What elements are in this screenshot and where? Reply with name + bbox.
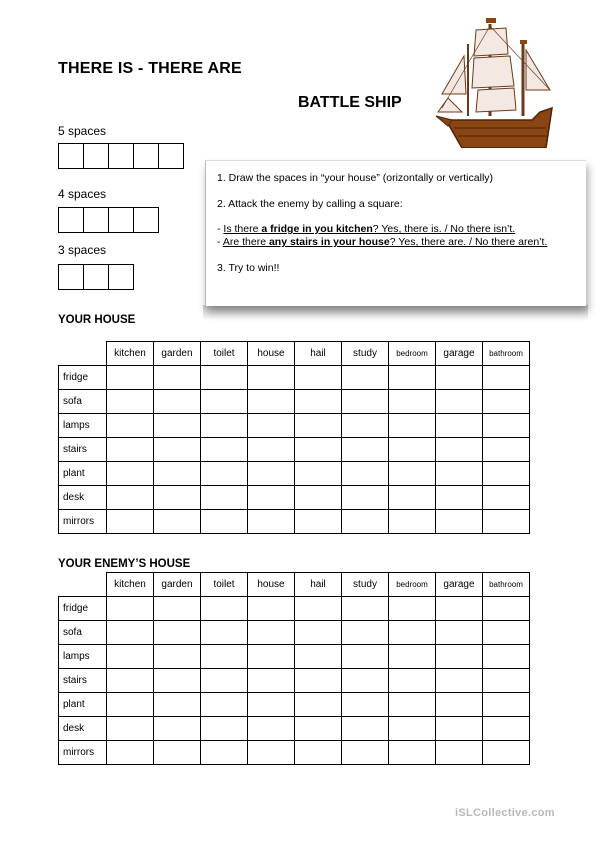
grid-cell[interactable] — [389, 462, 436, 486]
grid-cell[interactable] — [201, 486, 248, 510]
grid-cell[interactable] — [107, 462, 154, 486]
enemy-house-grid — [58, 572, 530, 765]
grid-cell[interactable] — [107, 717, 154, 741]
grid-cell[interactable] — [154, 438, 201, 462]
column-header: garden — [154, 573, 201, 597]
column-header: garage — [436, 342, 483, 366]
column-header: bedroom — [389, 342, 436, 366]
grid-cell[interactable] — [201, 741, 248, 765]
grid-cell[interactable] — [154, 693, 201, 717]
example-dash: - — [217, 236, 223, 248]
instructions-shadow — [203, 305, 588, 321]
ship-box — [83, 143, 109, 169]
grid-cell[interactable] — [342, 621, 389, 645]
grid-cell[interactable] — [201, 669, 248, 693]
grid-cell[interactable] — [248, 597, 295, 621]
grid-cell[interactable] — [389, 597, 436, 621]
column-header: kitchen — [107, 342, 154, 366]
grid-cell[interactable] — [483, 645, 530, 669]
table-row — [59, 693, 530, 717]
grid-cell[interactable] — [107, 693, 154, 717]
instruction-example-1 — [217, 223, 515, 235]
row-header: mirrors — [59, 741, 107, 765]
grid-cell[interactable] — [483, 669, 530, 693]
grid-cell[interactable] — [436, 510, 483, 534]
ship-box — [83, 264, 109, 290]
grid-cell[interactable] — [201, 366, 248, 390]
column-header: bathroom — [483, 342, 530, 366]
grid-cell[interactable] — [342, 597, 389, 621]
grid-cell[interactable] — [483, 414, 530, 438]
grid-cell[interactable] — [107, 510, 154, 534]
header-row — [59, 342, 530, 366]
grid-cell[interactable] — [389, 510, 436, 534]
grid-cell[interactable] — [483, 366, 530, 390]
table-row — [59, 486, 530, 510]
grid-cell[interactable] — [201, 390, 248, 414]
grid-cell[interactable] — [154, 597, 201, 621]
ship-box — [158, 143, 184, 169]
grid-cell[interactable] — [436, 597, 483, 621]
grid-cell[interactable] — [107, 414, 154, 438]
page-subtitle: BATTLE SHIP — [298, 94, 402, 111]
row-header: lamps — [59, 414, 107, 438]
row-header: sofa — [59, 621, 107, 645]
grid-cell[interactable] — [389, 438, 436, 462]
grid-cell[interactable] — [342, 741, 389, 765]
instructions-box — [205, 160, 586, 306]
row-header: mirrors — [59, 510, 107, 534]
column-header: toilet — [201, 342, 248, 366]
grid-cell[interactable] — [154, 462, 201, 486]
grid-cell[interactable] — [389, 414, 436, 438]
ship-3-boxes — [58, 264, 134, 290]
grid-cell[interactable] — [295, 510, 342, 534]
row-header: fridge — [59, 597, 107, 621]
grid-cell[interactable] — [295, 717, 342, 741]
grid-cell[interactable] — [389, 621, 436, 645]
grid-corner — [59, 342, 107, 366]
your-house-grid — [58, 341, 530, 534]
example-1-part: Is there — [223, 223, 262, 235]
grid-cell[interactable] — [342, 462, 389, 486]
column-header: kitchen — [107, 573, 154, 597]
table-row — [59, 669, 530, 693]
ship-box — [133, 143, 159, 169]
grid-cell[interactable] — [107, 621, 154, 645]
grid-cell[interactable] — [483, 717, 530, 741]
grid-cell[interactable] — [342, 438, 389, 462]
column-header: hail — [295, 342, 342, 366]
example-2-bold: any stairs in your house — [268, 236, 390, 248]
grid-cell[interactable] — [483, 462, 530, 486]
column-header: hail — [295, 573, 342, 597]
grid-cell[interactable] — [201, 462, 248, 486]
header-row — [59, 573, 530, 597]
grid-cell[interactable] — [248, 414, 295, 438]
grid-cell[interactable] — [389, 741, 436, 765]
example-dash: - — [217, 223, 224, 235]
grid-cell[interactable] — [201, 693, 248, 717]
row-header: desk — [59, 486, 107, 510]
grid-cell[interactable] — [154, 717, 201, 741]
grid-cell[interactable] — [342, 693, 389, 717]
example-1-bold: a fridge in you kitchen — [261, 223, 373, 235]
ship-box — [108, 264, 134, 290]
grid-cell[interactable] — [436, 741, 483, 765]
grid-cell[interactable] — [295, 669, 342, 693]
grid-cell[interactable] — [248, 669, 295, 693]
grid-cell[interactable] — [295, 390, 342, 414]
table-row — [59, 597, 530, 621]
grid-cell[interactable] — [154, 669, 201, 693]
grid-corner — [59, 573, 107, 597]
ship-3-label: 3 spaces — [58, 243, 107, 257]
grid-cell[interactable] — [483, 597, 530, 621]
ship-box — [58, 143, 84, 169]
grid-cell[interactable] — [295, 366, 342, 390]
grid-cell[interactable] — [483, 486, 530, 510]
grid-cell[interactable] — [436, 669, 483, 693]
grid-cell[interactable] — [389, 486, 436, 510]
grid-cell[interactable] — [154, 366, 201, 390]
ship-box — [108, 143, 134, 169]
grid-cell[interactable] — [295, 645, 342, 669]
row-header: stairs — [59, 669, 107, 693]
ship-illustration — [428, 16, 556, 148]
grid-cell[interactable] — [342, 390, 389, 414]
grid-cell[interactable] — [107, 645, 154, 669]
grid-cell[interactable] — [107, 741, 154, 765]
grid-cell[interactable] — [201, 717, 248, 741]
grid-cell[interactable] — [436, 366, 483, 390]
example-2-part: Are there — [222, 236, 269, 248]
grid-cell[interactable] — [436, 645, 483, 669]
grid-cell[interactable] — [436, 486, 483, 510]
ship-4-boxes — [58, 207, 159, 233]
grid-cell[interactable] — [248, 693, 295, 717]
table-row — [59, 366, 530, 390]
grid-cell[interactable] — [154, 486, 201, 510]
grid-cell[interactable] — [295, 414, 342, 438]
table-row — [59, 645, 530, 669]
watermark: iSLCollective.com — [455, 807, 555, 819]
table-row — [59, 390, 530, 414]
ship-box — [108, 207, 134, 233]
grid-cell[interactable] — [436, 717, 483, 741]
grid-cell[interactable] — [107, 597, 154, 621]
row-header: plant — [59, 462, 107, 486]
grid-cell[interactable] — [248, 621, 295, 645]
table-row — [59, 717, 530, 741]
grid-cell[interactable] — [248, 717, 295, 741]
grid-cell[interactable] — [342, 366, 389, 390]
grid-cell[interactable] — [342, 645, 389, 669]
example-1-answer: ? Yes, there is. / No there isn’t. — [372, 223, 516, 235]
grid-cell[interactable] — [436, 621, 483, 645]
grid-cell[interactable] — [295, 621, 342, 645]
row-header: plant — [59, 693, 107, 717]
column-header: garden — [154, 342, 201, 366]
grid-cell[interactable] — [295, 486, 342, 510]
table-row — [59, 414, 530, 438]
grid-cell[interactable] — [248, 462, 295, 486]
grid-cell[interactable] — [107, 486, 154, 510]
grid-cell[interactable] — [107, 366, 154, 390]
grid-cell[interactable] — [107, 669, 154, 693]
table-row — [59, 621, 530, 645]
column-header: garage — [436, 573, 483, 597]
grid-cell[interactable] — [248, 510, 295, 534]
ship-5-boxes — [58, 143, 184, 169]
grid-cell[interactable] — [483, 741, 530, 765]
grid-cell[interactable] — [483, 438, 530, 462]
grid-cell[interactable] — [248, 366, 295, 390]
grid-cell[interactable] — [436, 438, 483, 462]
ship-box — [58, 207, 84, 233]
ship-box — [133, 207, 159, 233]
instruction-step-2: 2. Attack the enemy by calling a square: — [217, 198, 403, 210]
ship-box — [83, 207, 109, 233]
grid-cell[interactable] — [154, 414, 201, 438]
row-header: desk — [59, 717, 107, 741]
column-header: toilet — [201, 573, 248, 597]
grid-cell[interactable] — [483, 693, 530, 717]
example-2-text — [223, 236, 548, 248]
table-row — [59, 510, 530, 534]
grid-cell[interactable] — [201, 597, 248, 621]
grid-cell[interactable] — [389, 366, 436, 390]
grid-cell[interactable] — [248, 438, 295, 462]
table-row — [59, 462, 530, 486]
grid-cell[interactable] — [154, 645, 201, 669]
column-header: bathroom — [483, 573, 530, 597]
grid-cell[interactable] — [248, 390, 295, 414]
grid-cell[interactable] — [248, 486, 295, 510]
column-header: study — [342, 342, 389, 366]
grid-cell[interactable] — [154, 390, 201, 414]
column-header: house — [248, 573, 295, 597]
grid-cell[interactable] — [436, 693, 483, 717]
grid-cell[interactable] — [436, 414, 483, 438]
grid-cell[interactable] — [389, 390, 436, 414]
grid-cell[interactable] — [389, 645, 436, 669]
grid-cell[interactable] — [436, 390, 483, 414]
ship-4-label: 4 spaces — [58, 187, 107, 201]
grid-cell[interactable] — [201, 645, 248, 669]
grid-cell[interactable] — [201, 414, 248, 438]
grid-cell[interactable] — [201, 510, 248, 534]
grid-cell[interactable] — [295, 741, 342, 765]
grid-cell[interactable] — [154, 741, 201, 765]
grid-cell[interactable] — [295, 462, 342, 486]
grid-cell[interactable] — [342, 414, 389, 438]
grid-cell[interactable] — [342, 486, 389, 510]
instruction-step-3: 3. Try to win!! — [217, 262, 280, 274]
grid-cell[interactable] — [248, 645, 295, 669]
grid-cell[interactable] — [295, 438, 342, 462]
grid-cell[interactable] — [483, 390, 530, 414]
grid-cell[interactable] — [154, 621, 201, 645]
grid-cell[interactable] — [154, 510, 201, 534]
your-house-title: YOUR HOUSE — [58, 314, 136, 326]
grid-cell[interactable] — [389, 717, 436, 741]
grid-cell[interactable] — [436, 462, 483, 486]
row-header: sofa — [59, 390, 107, 414]
instruction-step-1: 1. Draw the spaces in “your house” (orizontally or vertically) — [217, 172, 494, 184]
grid-cell[interactable] — [107, 438, 154, 462]
grid-cell[interactable] — [483, 510, 530, 534]
example-2-answer: ? Yes, there are. / No there aren’t. — [389, 236, 548, 248]
row-header: stairs — [59, 438, 107, 462]
instruction-example-2 — [217, 236, 547, 248]
table-row — [59, 438, 530, 462]
row-header: fridge — [59, 366, 107, 390]
table-row — [59, 741, 530, 765]
grid-cell[interactable] — [389, 693, 436, 717]
column-header: study — [342, 573, 389, 597]
grid-cell[interactable] — [295, 693, 342, 717]
grid-cell[interactable] — [342, 669, 389, 693]
grid-cell[interactable] — [295, 597, 342, 621]
ship-box — [58, 264, 84, 290]
page-title: THERE IS - THERE ARE — [58, 60, 242, 77]
grid-cell[interactable] — [389, 669, 436, 693]
grid-cell[interactable] — [107, 390, 154, 414]
example-1-text — [223, 223, 515, 235]
column-header: house — [248, 342, 295, 366]
grid-cell[interactable] — [342, 510, 389, 534]
row-header: lamps — [59, 645, 107, 669]
grid-cell[interactable] — [201, 438, 248, 462]
grid-cell[interactable] — [248, 741, 295, 765]
ship-5-label: 5 spaces — [58, 124, 107, 138]
column-header: bedroom — [389, 573, 436, 597]
enemy-house-title: YOUR ENEMY’S HOUSE — [58, 558, 191, 570]
grid-cell[interactable] — [201, 621, 248, 645]
grid-cell[interactable] — [342, 717, 389, 741]
grid-cell[interactable] — [483, 621, 530, 645]
